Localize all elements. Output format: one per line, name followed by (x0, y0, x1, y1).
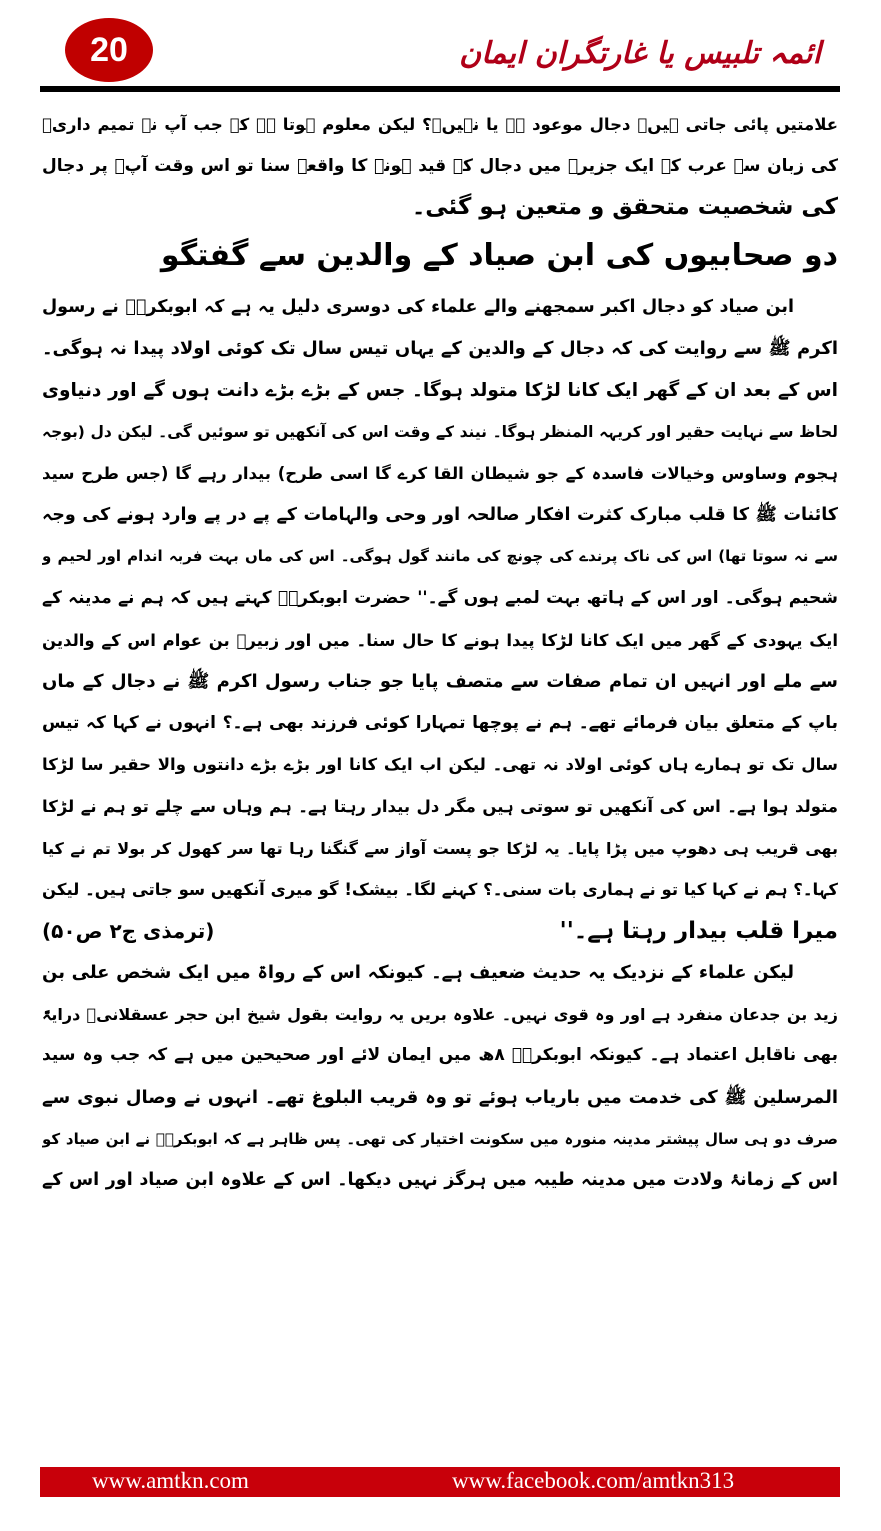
facebook-link[interactable]: www.facebook.com/amtkn313 (452, 1468, 735, 1493)
text-line: صرف دو ہی سال پیشتر مدینہ منورہ میں سکونت اختیار کی تھی۔ پس ظاہر ہے کہ ابوبکرہؓ نے ابن صیاد کو (42, 1129, 838, 1148)
text-line: زید بن جدعان منفرد ہے اور وہ قوی نہیں۔ علاوہ بریں یہ روایت بقول شیخ ابن حجر عسقلانیؒ درایۃً (42, 1004, 838, 1024)
text-line: ہجوم وساوس وخیالات فاسدہ کے جو شیطان القا کرے گا اسی طرح) بیدار رہے گا (جس طرح سید (42, 464, 838, 484)
page-number-badge (65, 18, 153, 82)
text-line: میرا قلب بیدار رہتا ہے۔'' (559, 917, 838, 944)
text-line: کائنات ﷺ کا قلب مبارک کثرت افکار صالحہ اور وحی والہامات کے پے در پے وارد ہونے کی وجہ (42, 504, 838, 525)
text-line: بھی ناقابل اعتماد ہے۔ کیونکہ ابوبکرہؓ ۸ھ میں ایمان لائے اور صحیحین میں ہے کہ جب وہ سید (42, 1045, 838, 1066)
header-divider (40, 86, 840, 92)
text-line: اس کے زمانۂ ولادت میں مدینہ طیبہ میں ہرگز نہیں دیکھا۔ اس کے علاوہ ابن صیاد اور اس کے (42, 1170, 838, 1191)
text-line: ایک یہودی کے گھر میں ایک کانا لڑکا پیدا ہونے کا حال سنا۔ میں اور زبیرؓ بن عوام اس کے والدین (42, 630, 838, 650)
text-line: کی زبان سے عرب کے ایک جزیرہ میں دجال کے قید ہونے کا واقعہ سنا تو اس وقت آپؐ پر دجال (42, 155, 838, 176)
text-line: سے نہ سوتا تھا) اس کی ناک پرندے کی چونچ کی مانند گول ہوگی۔ اس کی ماں بہت فربہ اندام اور لحیم و (42, 547, 838, 566)
page-number: 20 (90, 30, 128, 69)
text-line: اس کے بعد ان کے گھر ایک کانا لڑکا متولد ہوگا۔ جس کے بڑے بڑے دانت ہوں گے اور دنیاوی (42, 379, 838, 401)
quote-end-row (42, 911, 838, 953)
text-line: متولد ہوا ہے۔ اس کی آنکھیں تو سوتی ہیں مگر دل بیدار رہتا ہے۔ ہم وہاں سے چلے تو ہم نے لڑکا (42, 796, 838, 816)
text-line: سال تک تو ہمارے ہاں کوئی اولاد نہ تھی۔ لیکن اب ایک کانا اور بڑے بڑے دانتوں والا حقیر سا لڑکا (42, 755, 838, 775)
text-line: ابن صیاد کو دجال اکبر سمجھنے والے علماء کی دوسری دلیل یہ ہے کہ ابوبکرہؓ نے رسول (42, 296, 794, 317)
text-line: لحاظ سے نہایت حقیر اور کریہہ المنظر ہوگا۔ نیند کے وقت اس کی آنکھیں تو سوئیں گی۔ لیکن دل (بوجہ (42, 422, 838, 441)
citation: (ترمذی ج۲ ص۵۰) (42, 918, 215, 943)
text-line: اکرم ﷺ سے روایت کی کہ دجال کے والدین کے یہاں تیس سال تک کوئی اولاد پیدا نہ ہوگی۔ (42, 338, 838, 360)
section-heading: دو صحابیوں کی ابن صیاد کے والدین سے گفتگو (160, 237, 838, 273)
book-title: ائمہ تلبیس یا غارتگران ایمان (459, 36, 821, 71)
text-line: علامتیں پائی جاتی ہیں۔ دجال موعود ہے یا نہیں۔؟ لیکن معلوم ہوتا ہے کہ جب آپ نے تمیم داریؓ (42, 115, 838, 134)
text-line: کی شخصیت متحقق و متعین ہو گئی۔ (411, 194, 838, 221)
website-link[interactable]: www.amtkn.com (92, 1468, 249, 1493)
text-line: سے ملے اور انہیں ان تمام صفات سے متصف پایا جو جناب رسول اکرم ﷺ نے دجال کے ماں (42, 671, 838, 693)
text-line: باپ کے متعلق بیان فرمائے تھے۔ ہم نے پوچھا تمہارا کوئی فرزند بھی ہے۔؟ انہوں نے کہا کہ تیس (42, 712, 838, 733)
text-line: لیکن علماء کے نزدیک یہ حدیث ضعیف ہے۔ کیونکہ اس کے رواۃ میں ایک شخص علی بن (42, 962, 794, 984)
text-line: المرسلین ﷺ کی خدمت میں باریاب ہوئے تو وہ قریب البلوغ تھے۔ انہوں نے وصال نبوی سے (42, 1087, 838, 1109)
footer-bar (40, 1467, 840, 1497)
text-line: کہا۔؟ ہم نے کہا کیا تو نے ہماری بات سنی۔؟ کہنے لگا۔ بیشک! گو میری آنکھیں سو جاتی ہیں۔ لیکن (42, 880, 838, 900)
text-line: بھی قریب ہی دھوپ میں پڑا پایا۔ یہ لڑکا جو پست آواز سے گنگنا رہا تھا سر کھول کر بولا تم نے کیا (42, 838, 838, 858)
page-body (42, 104, 838, 1202)
text-line: شحیم ہوگی۔ اور اس کے ہاتھ بہت لمبے ہوں گے۔'' حضرت ابوبکرہؓ کہتے ہیں کہ ہم نے مدینہ کے (42, 587, 838, 608)
